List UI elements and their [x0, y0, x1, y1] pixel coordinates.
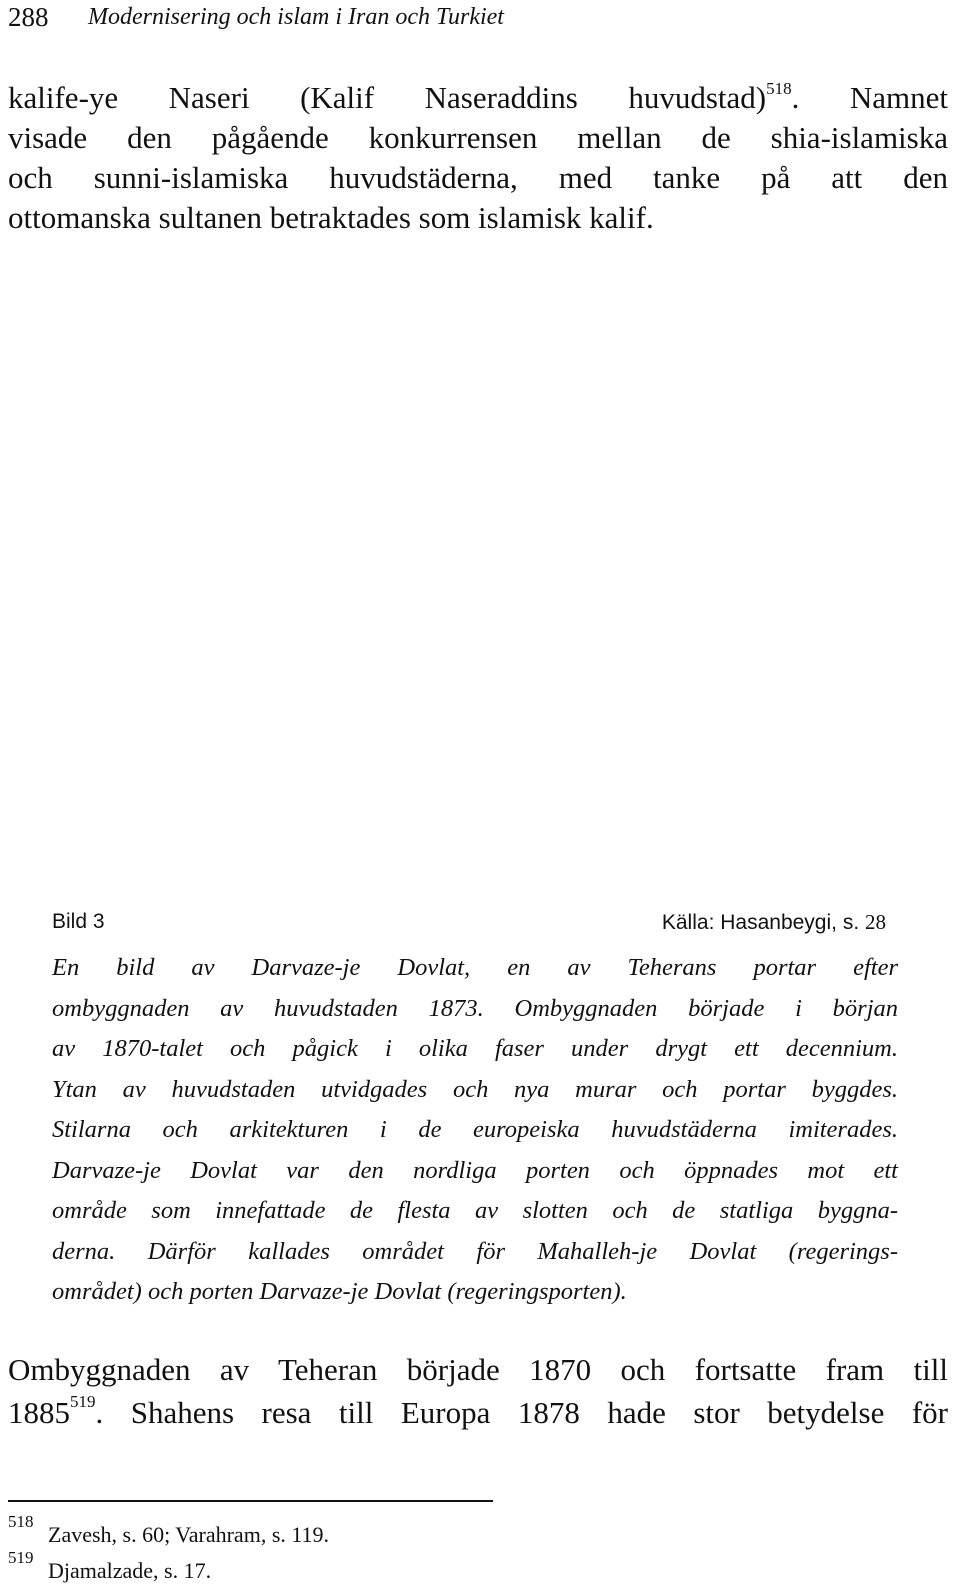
figure-image-area [52, 275, 898, 895]
text-span: . Shahens resa till Europa 1878 hade stor betydelse för [95, 1395, 948, 1430]
footnote-519 [8, 1548, 708, 1584]
paragraph-line: Ombyggnaden av Teheran började 1870 och fortsatte fram till [8, 1352, 948, 1387]
text-span: 1885 [8, 1395, 70, 1430]
footnote-ref-519[interactable]: 519 [70, 1392, 96, 1411]
footnote-text: Zavesh, s. 60; Varahram, s. 119. [48, 1522, 330, 1547]
footnote-text: Djamalzade, s. 17. [48, 1558, 212, 1583]
figure-source [662, 910, 886, 935]
caption-line: Darvaze-je Dovlat var den nordliga porten och öppnades mot ett [52, 1156, 898, 1184]
footnote-ref-518[interactable]: 518 [766, 79, 792, 98]
figure-source-page: 28 [865, 910, 886, 934]
paragraph-line: visade den pågående konkurrensen mellan de shia-islamiska [8, 120, 948, 155]
figure-label: Bild 3 [52, 910, 105, 933]
caption-line: Stilarna och arkitekturen i de europeiska huvudstäderna imiterades. [52, 1116, 898, 1143]
paragraph-line [8, 1391, 948, 1434]
caption-line: ombyggnaden av huvudstaden 1873. Ombyggnaden började i början [52, 994, 898, 1022]
body-paragraph-1 [8, 78, 948, 238]
caption-line: området) och porten Darvaze-je Dovlat (regeringsporten). [52, 1278, 627, 1305]
paragraph-line: och sunni-islamiska huvudstäderna, med tanke på att den [8, 160, 948, 195]
page-number: 288 [8, 2, 49, 32]
caption-line: En bild av Darvaze-je Dovlat, en av Teherans portar efter [52, 954, 898, 981]
paragraph-line: ottomanska sultanen betraktades som islamisk kalif. [8, 200, 654, 235]
running-title: Modernisering och islam i Iran och Turkiet [88, 4, 504, 30]
figure-label-row [52, 910, 886, 940]
caption-line: Ytan av huvudstaden utvidgades och nya murar och portar byggdes. [52, 1075, 898, 1103]
caption-line: område som innefattade de flesta av slotten och de statliga byggna- [52, 1197, 898, 1224]
text-span: kalife-ye Naseri (Kalif Naseraddins huvudstad) [8, 80, 767, 115]
footnote-number: 519 [8, 1548, 34, 1567]
figure-caption [52, 948, 898, 1313]
footnote-number: 518 [8, 1512, 34, 1531]
caption-line: av 1870-talet och pågick i olika faser under drygt ett decennium. [52, 1035, 898, 1062]
figure-source-label: Källa: Hasanbeygi, s. [661, 911, 860, 934]
caption-line: derna. Därför kallades området för Mahalleh-je Dovlat (regerings- [52, 1237, 898, 1265]
footnotes [8, 1512, 708, 1584]
page-header [8, 2, 948, 38]
footnote-divider [8, 1500, 493, 1502]
text-span: . Namnet [791, 80, 949, 115]
paragraph-line [8, 78, 948, 118]
body-paragraph-2 [8, 1348, 948, 1434]
footnote-518 [8, 1512, 708, 1548]
